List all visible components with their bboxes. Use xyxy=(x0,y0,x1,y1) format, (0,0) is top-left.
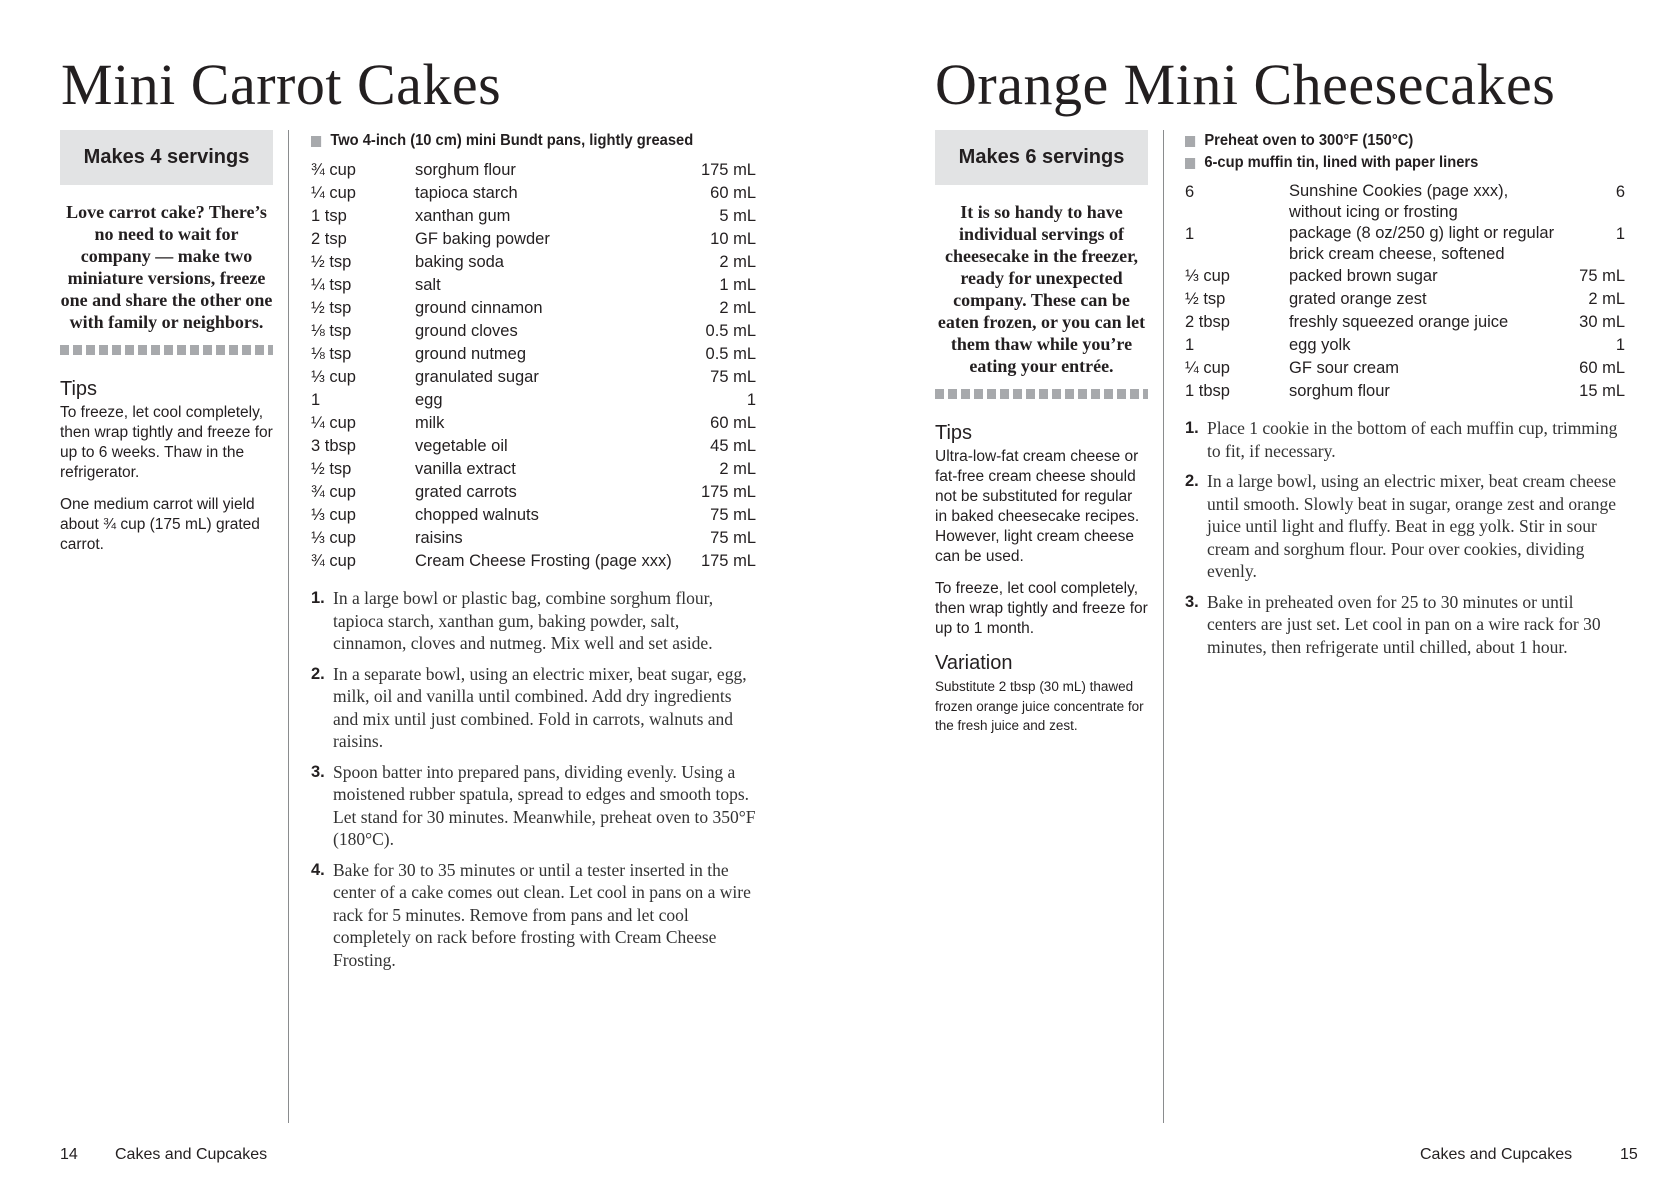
ingredient-amount: ⅓ cup xyxy=(311,368,356,386)
running-footer: Cakes and Cupcakes xyxy=(1420,1146,1573,1163)
ingredient-amount: 2 tbsp xyxy=(1185,313,1230,331)
ingredient-metric: 60 mL xyxy=(710,414,756,432)
equipment-text: Preheat oven to 300°F (150°C) xyxy=(1204,132,1414,149)
method-step xyxy=(1185,417,1625,462)
ingredient-metric: 175 mL xyxy=(700,483,756,501)
page-number: 14 xyxy=(60,1146,78,1163)
ingredient-amount: ¾ cup xyxy=(311,483,356,501)
ingredient-row xyxy=(311,251,756,274)
ingredient-amount: ½ tsp xyxy=(311,253,352,271)
ingredient-amount: 1 xyxy=(1185,225,1195,243)
variation-heading: Variation xyxy=(935,652,1013,674)
ingredient-metric: 60 mL xyxy=(710,184,756,202)
ingredient-name: tapioca starch xyxy=(415,184,518,202)
step-text: In a separate bowl, using an electric mixer, beat sugar, egg, milk, oil and vanilla until combined. Add dry ingredients and mix until just combined. Fold in carrots, walnuts and raisins. xyxy=(333,663,747,751)
right-page xyxy=(840,0,1680,1200)
ingredient-metric: 0.5 mL xyxy=(705,345,756,363)
ingredients-table xyxy=(311,159,756,573)
ingredient-metric: 2 mL xyxy=(719,460,756,478)
step-text: Spoon batter into prepared pans, dividing evenly. Using a moistened rubber spatula, spread to edges and smooth tops. Let stand for 30 minutes. Meanwhile, preheat oven to 350°F (180°C). xyxy=(333,761,756,849)
ingredient-name: vegetable oil xyxy=(415,437,508,455)
ingredient-name: sorghum flour xyxy=(415,161,516,179)
ingredient-name: grated orange zest xyxy=(1289,290,1427,308)
ingredient-amount: 6 xyxy=(1185,183,1195,201)
ingredient-row xyxy=(311,366,756,389)
ingredient-metric: 0.5 mL xyxy=(705,322,756,340)
ingredient-metric: 1 mL xyxy=(719,276,756,294)
tip-text: To freeze, let cool completely, then wrap tightly and freeze for up to 6 weeks. Thaw in the refrigerator. xyxy=(60,404,273,481)
ingredient-name: ground cloves xyxy=(415,322,518,340)
ingredient-name: egg yolk xyxy=(1289,336,1351,354)
tips-heading: Tips xyxy=(60,378,98,400)
recipe-intro: It is so handy to have individual servings of cheesecake in the freezer, ready for unexpected company. These can be eaten frozen, or you can let them thaw while you’re eating your entrée. xyxy=(937,202,1146,376)
ingredient-metric: 6 xyxy=(1615,183,1625,201)
step-number: 1. xyxy=(1185,419,1199,437)
equipment-list xyxy=(311,130,756,152)
ingredient-name: xanthan gum xyxy=(415,207,511,225)
recipe-main xyxy=(311,130,756,979)
ingredient-metric: 175 mL xyxy=(700,552,756,570)
ingredient-name: vanilla extract xyxy=(415,460,516,478)
ingredient-name: sorghum flour xyxy=(1289,382,1390,400)
equipment-text: 6-cup muffin tin, lined with paper liners xyxy=(1204,154,1479,171)
ingredient-amount: 1 xyxy=(311,391,321,409)
ingredient-name: granulated sugar xyxy=(415,368,539,386)
column-rule xyxy=(1163,130,1164,1123)
ingredient-name: packed brown sugar xyxy=(1289,267,1438,285)
ingredient-amount: ⅛ tsp xyxy=(311,322,352,340)
ingredient-row xyxy=(311,481,756,504)
ingredient-row xyxy=(1185,265,1625,288)
ingredient-row xyxy=(311,458,756,481)
ingredient-row xyxy=(311,389,756,412)
ingredient-amount: ⅛ tsp xyxy=(311,345,352,363)
equipment-item xyxy=(311,130,720,152)
ingredient-amount: 2 tsp xyxy=(311,230,347,248)
ingredient-row xyxy=(311,228,756,251)
step-text: In a large bowl or plastic bag, combine sorghum flour, tapioca starch, xanthan gum, baking powder, salt, cinnamon, cloves and nutmeg. Mix well and set aside. xyxy=(333,588,714,653)
equipment-text: Two 4-inch (10 cm) mini Bundt pans, lightly greased xyxy=(330,132,694,149)
square-bullet-icon xyxy=(311,136,321,147)
equipment-item xyxy=(1185,152,1590,174)
ingredient-metric: 2 mL xyxy=(1588,290,1625,308)
ingredient-metric: 2 mL xyxy=(719,299,756,317)
ingredient-metric: 15 mL xyxy=(1579,382,1625,400)
ingredient-name: freshly squeezed orange juice xyxy=(1289,313,1509,331)
ingredient-name: baking soda xyxy=(415,253,504,271)
ingredient-metric: 1 xyxy=(1615,336,1625,354)
ingredient-row xyxy=(311,274,756,297)
ingredient-row xyxy=(311,182,756,205)
tip-text: One medium carrot will yield about ¾ cup (175 mL) grated carrot. xyxy=(60,496,260,553)
ingredient-amount: ½ tsp xyxy=(311,460,352,478)
recipe-title: Mini Carrot Cakes xyxy=(61,52,502,117)
ingredient-row xyxy=(1185,288,1625,311)
ingredient-metric: 45 mL xyxy=(710,437,756,455)
ingredient-row xyxy=(311,412,756,435)
servings-box: Makes 4 servings xyxy=(60,130,273,185)
ingredient-name: Cream Cheese Frosting (page xxx) xyxy=(415,552,672,570)
method-step xyxy=(311,663,756,753)
ingredient-metric: 60 mL xyxy=(1579,359,1625,377)
recipe-title: Orange Mini Cheesecakes xyxy=(935,52,1556,117)
ingredient-metric: 5 mL xyxy=(719,207,756,225)
ingredient-row xyxy=(1185,311,1625,334)
step-text: Bake in preheated oven for 25 to 30 minutes or until centers are just set. Let cool in pan on a wire rack for 30 minutes, then refrigerate until chilled, about 1 hour. xyxy=(1207,591,1601,657)
page-number: 15 xyxy=(1620,1146,1638,1163)
ingredient-amount: 1 xyxy=(1185,336,1195,354)
ingredient-amount: 3 tbsp xyxy=(311,437,356,455)
ingredient-metric: 10 mL xyxy=(710,230,756,248)
ingredient-name: milk xyxy=(415,414,445,432)
method-step xyxy=(311,587,756,655)
ingredient-row xyxy=(311,504,756,527)
ingredient-name: egg xyxy=(415,391,443,409)
ingredient-amount: ¾ cup xyxy=(311,161,356,179)
ingredient-metric: 75 mL xyxy=(710,368,756,386)
ingredients-table xyxy=(1185,181,1625,403)
ingredient-amount: ¼ cup xyxy=(1185,359,1230,377)
ingredient-name: ground cinnamon xyxy=(415,299,543,317)
step-number: 2. xyxy=(1185,472,1199,490)
step-number: 2. xyxy=(311,664,325,683)
ingredient-amount: ¼ tsp xyxy=(311,276,352,294)
ingredient-metric: 75 mL xyxy=(710,529,756,547)
step-number: 3. xyxy=(1185,592,1199,611)
ingredient-row xyxy=(311,435,756,458)
ingredient-name: grated carrots xyxy=(415,483,517,501)
recipe-main xyxy=(1185,130,1625,666)
ingredient-name: ground nutmeg xyxy=(415,345,526,363)
method-step xyxy=(311,859,756,972)
ingredient-metric: 75 mL xyxy=(1579,267,1625,285)
ingredient-row xyxy=(311,343,756,366)
ingredient-amount: 1 tsp xyxy=(311,207,347,225)
step-number: 3. xyxy=(311,762,325,781)
square-bullet-icon xyxy=(1185,158,1195,169)
ingredient-row xyxy=(1185,181,1625,223)
ingredient-amount: 1 tbsp xyxy=(1185,382,1230,400)
ingredient-amount: ⅓ cup xyxy=(1185,267,1230,285)
divider-dots xyxy=(935,389,1148,399)
ingredient-amount: ¼ cup xyxy=(311,414,356,432)
equipment-item xyxy=(1185,130,1590,152)
step-text: Place 1 cookie in the bottom of each muffin cup, trimming to fit, if necessary. xyxy=(1207,418,1618,461)
ingredient-amount: ¼ cup xyxy=(311,184,356,202)
method-steps xyxy=(311,587,756,971)
recipe-sidebar xyxy=(60,130,273,567)
ingredient-row xyxy=(311,320,756,343)
square-bullet-icon xyxy=(1185,136,1195,147)
ingredient-metric: 1 xyxy=(746,391,756,409)
method-step xyxy=(1185,591,1625,659)
ingredient-name: chopped walnuts xyxy=(415,506,539,524)
ingredient-name: salt xyxy=(415,276,441,294)
servings-box: Makes 6 servings xyxy=(935,130,1148,185)
tip-text: Ultra-low-fat cream cheese or fat-free cream cheese should not be substituted for regular in baked cheesecake recipes. However, light cream cheese can be used. xyxy=(935,448,1140,565)
ingredient-row xyxy=(1185,223,1625,265)
ingredient-row xyxy=(1185,380,1625,403)
ingredient-row xyxy=(311,550,756,573)
ingredient-name: GF baking powder xyxy=(415,230,550,248)
ingredient-row xyxy=(311,527,756,550)
ingredient-amount: ½ tsp xyxy=(311,299,352,317)
ingredient-metric: 2 mL xyxy=(719,253,756,271)
ingredient-row xyxy=(311,297,756,320)
ingredient-name: package (8 oz/250 g) light or regular brick cream cheese, softened xyxy=(1289,224,1555,263)
step-text: Bake for 30 to 35 minutes or until a tester inserted in the center of a cake comes out clean. Let cool in pans on a wire rack for 5 minutes. Remove from pans and let cool completely on rack before frosting with Cream Cheese Frosting. xyxy=(333,859,751,970)
ingredient-row xyxy=(1185,334,1625,357)
ingredient-amount: ⅓ cup xyxy=(311,529,356,547)
step-number: 1. xyxy=(311,589,325,607)
method-step xyxy=(1185,470,1625,583)
step-text: In a large bowl, using an electric mixer, beat cream cheese until smooth. Slowly beat in sugar, orange zest and orange juice until light and fluffy. Beat in egg yolk. Stir in sour cream and sorghum flour. Pour over cookies, dividing evenly. xyxy=(1207,471,1617,581)
ingredient-amount: ⅓ cup xyxy=(311,506,356,524)
ingredient-metric: 75 mL xyxy=(710,506,756,524)
ingredient-row xyxy=(311,205,756,228)
step-number: 4. xyxy=(311,860,325,879)
running-footer: Cakes and Cupcakes xyxy=(115,1146,268,1163)
ingredient-metric: 1 xyxy=(1615,225,1625,243)
tips-heading: Tips xyxy=(935,422,973,444)
ingredient-metric: 175 mL xyxy=(700,161,756,179)
ingredient-name: GF sour cream xyxy=(1289,359,1400,377)
ingredient-amount: ¾ cup xyxy=(311,552,356,570)
equipment-list xyxy=(1185,130,1625,174)
recipe-intro: Love carrot cake? There’s no need to wait for company — make two miniature versions, freeze one and share the other one with family or neighbors. xyxy=(60,202,273,332)
ingredient-name: Sunshine Cookies (page xxx), without icing or frosting xyxy=(1289,182,1509,221)
method-steps xyxy=(1185,417,1625,658)
column-rule xyxy=(288,130,289,1123)
variation-text: Substitute 2 tbsp (30 mL) thawed frozen orange juice concentrate for the fresh juice and zest. xyxy=(935,679,1144,733)
ingredient-metric: 30 mL xyxy=(1579,313,1625,331)
ingredient-name: raisins xyxy=(415,529,463,547)
divider-dots xyxy=(60,345,273,355)
recipe-sidebar xyxy=(935,130,1148,748)
ingredient-amount: ½ tsp xyxy=(1185,290,1226,308)
tip-text: To freeze, let cool completely, then wrap tightly and freeze for up to 1 month. xyxy=(935,580,1148,637)
ingredient-row xyxy=(311,159,756,182)
method-step xyxy=(311,761,756,851)
ingredient-row xyxy=(1185,357,1625,380)
